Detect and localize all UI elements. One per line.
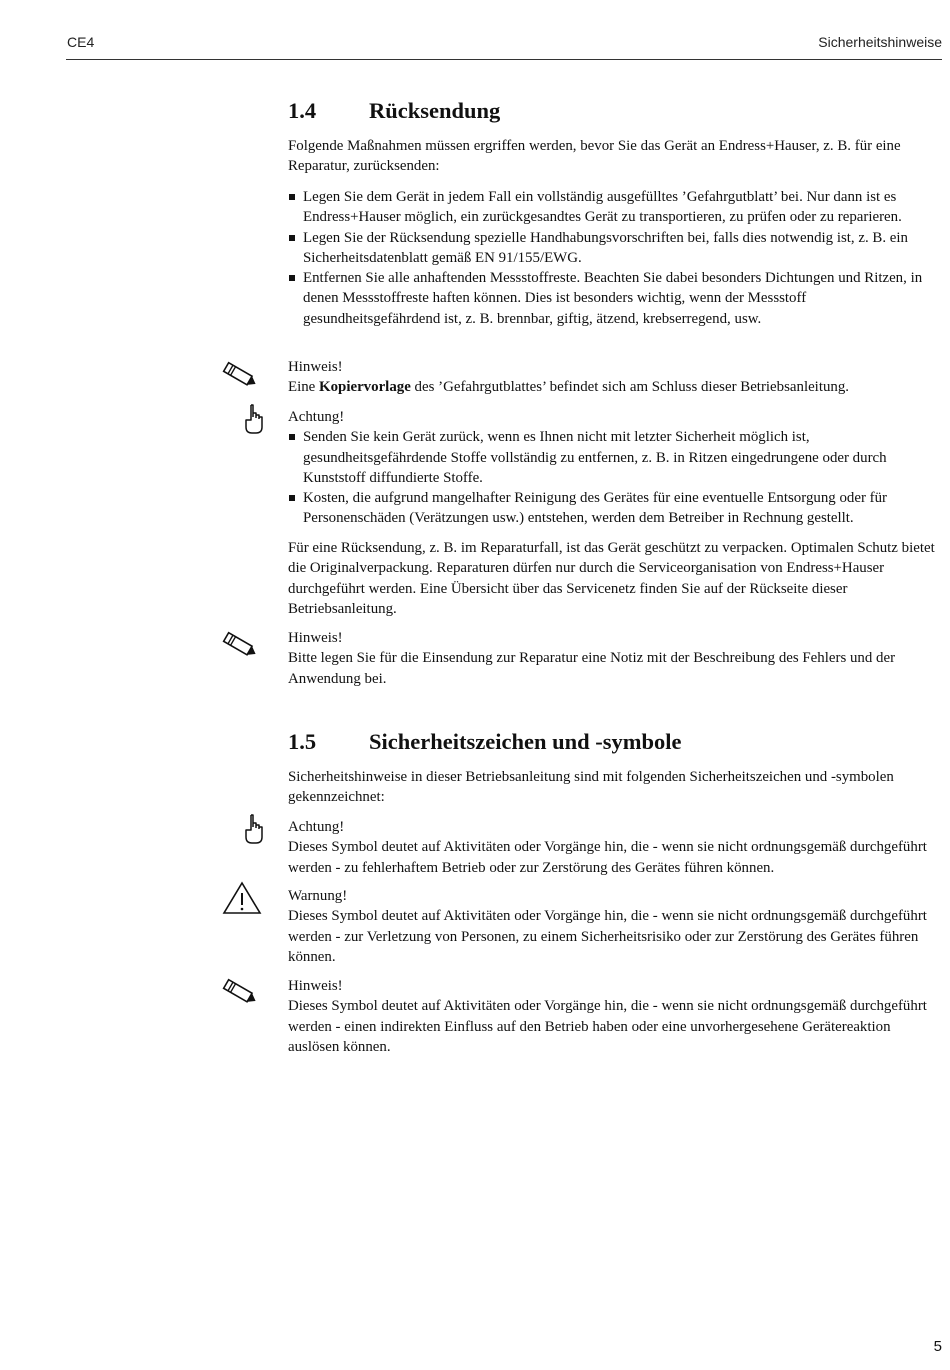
warning-text: Dieses Symbol deutet auf Aktivitäten oder Vorgänge hin, die - wenn sie nicht ordnungsgemäß durchgeführt werden - zur Verletzung von Personen, zu einem Sicherheitsrisiko oder zur Zerstörung des Gerätes führen können.	[288, 908, 927, 965]
note-copy-template	[288, 357, 938, 398]
warning-triangle-icon	[222, 880, 262, 916]
symbol-warning	[288, 886, 938, 967]
header-chapter-title: Sicherheitshinweise	[818, 34, 942, 50]
header-rule	[66, 59, 942, 60]
note-text: Dieses Symbol deutet auf Aktivitäten oder Vorgänge hin, die - wenn sie nicht ordnungsgemäß durchgeführt werden - einen indirekten Einfluss auf den Betrieb haben oder eine unvorhergesehene Gerätereaktion auslösen können.	[288, 998, 927, 1055]
section-heading-1-5	[288, 728, 682, 756]
note-text: Eine Kopiervorlage des ’Gefahrgutblattes’ befindet sich am Schluss dieser Betriebsanleitung.	[288, 379, 850, 396]
header-document-code: CE4	[67, 34, 95, 50]
caution-return	[288, 407, 938, 529]
caution-title: Achtung!	[288, 409, 345, 425]
pencil-icon	[221, 978, 259, 1006]
warning-title: Warnung!	[288, 888, 348, 904]
section-number: 1.5	[288, 729, 317, 754]
note-text: Bitte legen Sie für die Einsendung zur Reparatur eine Notiz mit der Beschreibung des Fehlers und der Anwendung bei.	[288, 650, 896, 687]
note-title: Hinweis!	[288, 359, 343, 375]
section-1-4-intro: Folgende Maßnahmen müssen ergriffen werden, bevor Sie das Gerät an Endress+Hauser, z. B. für eine Reparatur, zurücksenden:	[288, 138, 901, 175]
caution-title: Achtung!	[288, 819, 345, 835]
list-item: Entfernen Sie alle anhaftenden Messstoffreste. Beachten Sie dabei besonders Dichtungen und Ritzen, in denen Messstoffreste haften können. Dies ist besonders wichtig, wenn der Messstoff gesundheitsgefährdend ist, z. B. brennbar, giftig, ätzend, krebserregend, usw.	[288, 268, 938, 329]
note-repair-description	[288, 628, 938, 689]
note-title: Hinweis!	[288, 978, 343, 994]
pencil-icon	[221, 631, 259, 659]
return-steps-list	[288, 187, 938, 329]
list-item: Senden Sie kein Gerät zurück, wenn es Ihnen nicht mit letzter Sicherheit möglich ist, gesundheitsgefährdende Stoffe vollständig zu entfernen, z. B. in Ritzen eingedrungene oder durch Kunststoff diffundierte Stoffe.	[288, 427, 938, 488]
list-item: Legen Sie der Rücksendung spezielle Handhabungsvorschriften bei, falls dies notwendig ist, z. B. ein Sicherheitsdatenblatt gemäß EN 91/155/EWG.	[288, 228, 938, 269]
section-1-5-intro: Sicherheitshinweise in dieser Betriebsanleitung sind mit folgenden Sicherheitszeichen und -symbolen gekennzeichnet:	[288, 769, 894, 806]
pointing-hand-icon	[243, 813, 265, 845]
symbol-caution	[288, 817, 938, 878]
page-number: 5	[933, 1338, 942, 1355]
pencil-icon	[221, 361, 259, 389]
note-title: Hinweis!	[288, 630, 343, 646]
section-heading-1-4	[288, 97, 500, 125]
packing-paragraph: Für eine Rücksendung, z. B. im Reparaturfall, ist das Gerät geschützt zu verpacken. Optimalen Schutz bietet die Originalverpackung. Reparaturen dürfen nur durch die Serviceorganisation von Endress+Hauser durchgeführt werden. Eine Übersicht über das Servicenetz finden Sie auf der Rückseite dieser Betriebsanleitung.	[288, 540, 935, 617]
list-item: Kosten, die aufgrund mangelhafter Reinigung des Gerätes für eine eventuelle Entsorgung oder für Personenschäden (Verätzungen usw.) entstehen, werden dem Betreiber in Rechnung gestellt.	[288, 488, 938, 529]
symbol-note	[288, 976, 938, 1057]
caution-text: Dieses Symbol deutet auf Aktivitäten oder Vorgänge hin, die - wenn sie nicht ordnungsgemäß durchgeführt werden - zu fehlerhaftem Betrieb oder zur Zerstörung des Gerätes führen können.	[288, 839, 927, 876]
list-item: Legen Sie dem Gerät in jedem Fall ein vollständig ausgefülltes ’Gefahrgutblatt’ bei. Nur dann ist es Endress+Hauser möglich, ein zurückgesandtes Gerät zu transportieren, zu prüfen oder zu reparieren.	[288, 187, 938, 228]
section-number: 1.4	[288, 98, 317, 123]
pointing-hand-icon	[243, 403, 265, 435]
section-title: Rücksendung	[369, 98, 501, 123]
section-title: Sicherheitszeichen und -symbole	[369, 729, 682, 754]
